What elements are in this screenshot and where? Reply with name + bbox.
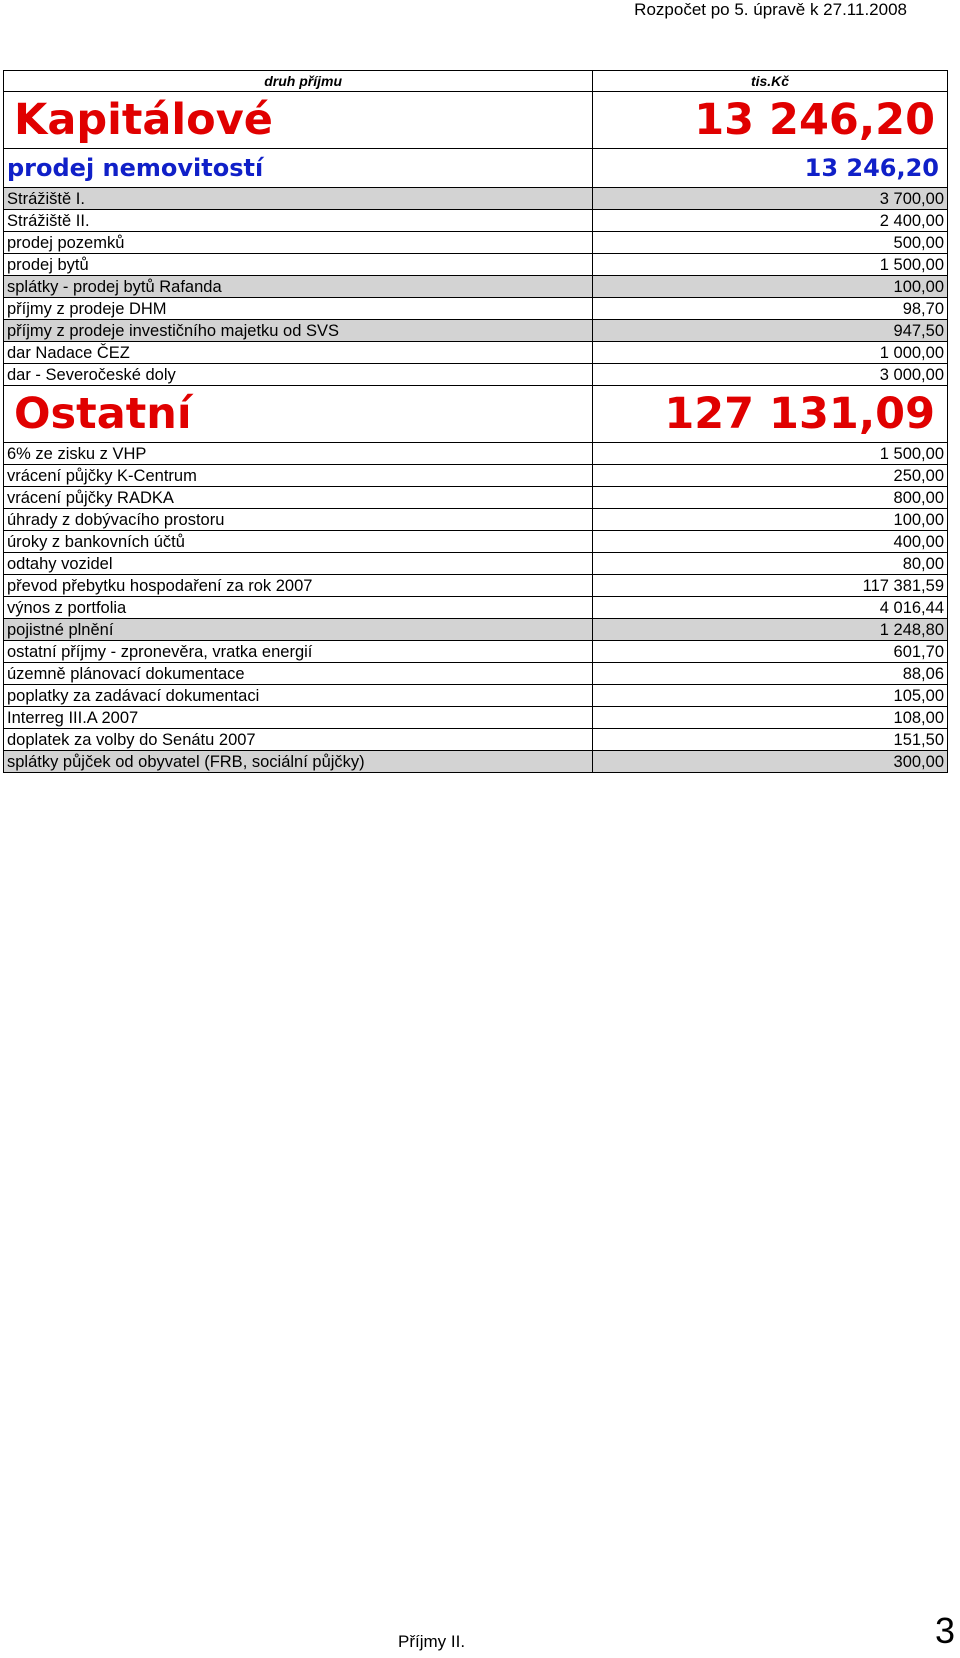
subsection-total-prodej: 13 246,20: [593, 149, 948, 188]
table-row: [4, 320, 948, 342]
table-row: [4, 751, 948, 773]
page-title: [0, 0, 910, 20]
section-total-ostatni: 127 131,09: [593, 386, 948, 443]
table-row: [4, 531, 948, 553]
column-label-unit: tis.Kč: [593, 71, 948, 92]
table-row: [4, 232, 948, 254]
row-value: 1 500,00: [593, 254, 948, 276]
row-name: prodej bytů: [4, 254, 593, 276]
row-name: poplatky za zadávací dokumentaci: [4, 685, 593, 707]
row-value: 500,00: [593, 232, 948, 254]
table-row: [4, 342, 948, 364]
table-row: [4, 707, 948, 729]
row-value: 100,00: [593, 276, 948, 298]
subsection-label-prodej: prodej nemovitostí: [4, 149, 593, 188]
row-value: 1 000,00: [593, 342, 948, 364]
row-name: úhrady z dobývacího prostoru: [4, 509, 593, 531]
table-row: [4, 188, 948, 210]
row-name: dar - Severočeské doly: [4, 364, 593, 386]
row-name: úroky z bankovních účtů: [4, 531, 593, 553]
row-name: Interreg III.A 2007: [4, 707, 593, 729]
row-value: 3 000,00: [593, 364, 948, 386]
row-value: 105,00: [593, 685, 948, 707]
row-name: prodej pozemků: [4, 232, 593, 254]
table-row: [4, 276, 948, 298]
table-row: [4, 443, 948, 465]
row-value: 88,06: [593, 663, 948, 685]
row-value: 117 381,59: [593, 575, 948, 597]
table-row: [4, 509, 948, 531]
row-value: 300,00: [593, 751, 948, 773]
row-value: 151,50: [593, 729, 948, 751]
table-header-row: [4, 71, 948, 92]
table-row: [4, 663, 948, 685]
budget-table-body: [4, 71, 948, 773]
row-value: 108,00: [593, 707, 948, 729]
table-row: [4, 575, 948, 597]
sheet-name: Příjmy II.: [398, 1632, 466, 1651]
table-row: [4, 685, 948, 707]
page-title-text: Rozpočet po 5. úpravě k 27.11.2008: [634, 0, 907, 19]
table-row: [4, 364, 948, 386]
row-name: 6% ze zisku z VHP: [4, 443, 593, 465]
row-value: 100,00: [593, 509, 948, 531]
row-value: 601,70: [593, 641, 948, 663]
row-value: 400,00: [593, 531, 948, 553]
row-name: výnos z portfolia: [4, 597, 593, 619]
column-label-income-type: druh příjmu: [4, 71, 593, 92]
row-name: převod přebytku hospodaření za rok 2007: [4, 575, 593, 597]
section-total-kapitalove: 13 246,20: [593, 92, 948, 149]
row-name: pojistné plnění: [4, 619, 593, 641]
row-value: 1 248,80: [593, 619, 948, 641]
subsection-row-prodej: [4, 149, 948, 188]
section-row-ostatni: [4, 386, 948, 443]
table-row: [4, 553, 948, 575]
row-name: odtahy vozidel: [4, 553, 593, 575]
row-name: splátky půjček od obyvatel (FRB, sociální půjčky): [4, 751, 593, 773]
table-row: [4, 254, 948, 276]
row-name: dar Nadace ČEZ: [4, 342, 593, 364]
page-number: 3: [935, 1610, 956, 1651]
row-value: 250,00: [593, 465, 948, 487]
table-row: [4, 298, 948, 320]
row-value: 2 400,00: [593, 210, 948, 232]
row-name: vrácení půjčky K-Centrum: [4, 465, 593, 487]
row-name: územně plánovací dokumentace: [4, 663, 593, 685]
row-value: 80,00: [593, 553, 948, 575]
section-label-ostatni: Ostatní: [4, 386, 593, 443]
table-row: [4, 597, 948, 619]
row-value: 98,70: [593, 298, 948, 320]
row-value: 947,50: [593, 320, 948, 342]
row-name: Strážiště I.: [4, 188, 593, 210]
table-row: [4, 619, 948, 641]
row-value: 4 016,44: [593, 597, 948, 619]
table-row: [4, 641, 948, 663]
row-name: příjmy z prodeje investičního majetku od SVS: [4, 320, 593, 342]
budget-table: [3, 70, 948, 773]
row-name: příjmy z prodeje DHM: [4, 298, 593, 320]
table-row: [4, 729, 948, 751]
table-row: [4, 487, 948, 509]
row-name: vrácení půjčky RADKA: [4, 487, 593, 509]
row-name: Strážiště II.: [4, 210, 593, 232]
row-value: 800,00: [593, 487, 948, 509]
row-value: 3 700,00: [593, 188, 948, 210]
row-value: 1 500,00: [593, 443, 948, 465]
section-row-kapitalove: [4, 92, 948, 149]
section-label-kapitalove: Kapitálové: [4, 92, 593, 149]
row-name: doplatek za volby do Senátu 2007: [4, 729, 593, 751]
table-row: [4, 210, 948, 232]
table-row: [4, 465, 948, 487]
row-name: ostatní příjmy - zpronevěra, vratka energií: [4, 641, 593, 663]
row-name: splátky - prodej bytů Rafanda: [4, 276, 593, 298]
